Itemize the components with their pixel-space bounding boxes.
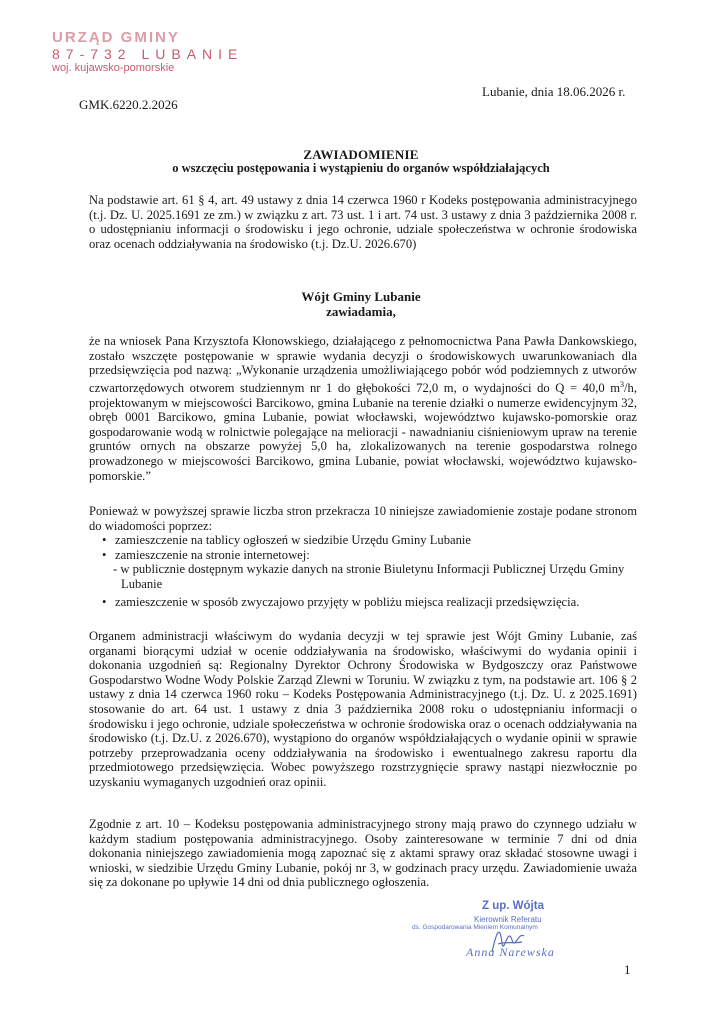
- authority-name: Wójt Gminy Lubanie: [301, 289, 421, 304]
- announces-heading: zawiadamia,: [326, 304, 396, 319]
- stamp-voivodeship: woj. kujawsko-pomorskie: [52, 62, 175, 74]
- case-number: GMK.6220.2.2026: [79, 97, 178, 112]
- bullet-icon: •: [102, 595, 107, 610]
- bullet-icon: •: [102, 533, 107, 547]
- document-title: ZAWIADOMIENIE: [303, 147, 419, 162]
- cubic-superscript: 3: [620, 379, 625, 389]
- list-item-text: zamieszczenie na stronie internetowej:: [115, 547, 310, 562]
- bullet-icon: •: [102, 547, 107, 562]
- list-item-text: zamieszczenie w sposób zwyczajowo przyjęty w pobliżu miejsca realizacji przedsięwzięcia.: [115, 595, 580, 610]
- document-subtitle: o wszczęciu postępowania i wystąpieniu do organów współdziałających: [172, 161, 550, 175]
- legal-basis-paragraph: Na podstawie art. 61 § 4, art. 49 ustawy z dnia 14 czerwca 1960 r Kodeks postępowania administracyjnego (t.j. Dz. U. 2025.1691 ze zm.) w związku z art. 73 ust. 1 i art. 74 ust. 3 ustawy z dnia 3 października 2008 r. o udostępnianiu informacji o środowisku i jego ochronie, udziale społeczeństwa w ochronie środowiska oraz ocenach oddziaływania na środowisko (t.j. Dz.U. 2026.670): [89, 193, 637, 251]
- signatory-name: Anna Narewska: [466, 945, 555, 959]
- signature-role-line1: Kierownik Referatu: [474, 915, 542, 924]
- competent-authority-paragraph: Organem administracji właściwym do wydania decyzji w tej sprawie jest Wójt Gminy Lubanie, zaś organami biorącymi udział w ocenie oddziaływania na środowisko, właściwymi do wydania opinii i dokonania uzgodnień są: Regionalny Dyrektor Ochrony Środowiska w Bydgoszczy oraz Państwowe Gospodarstwo Wodne Wody Polskie Zarząd Zlewni w Toruniu. W związku z tym, na podstawie art. 106 § 2 ustawy z dnia 14 czerwca 1960 roku – Kodeks Postępowania Administracyjnego (t.j. Dz. U. z 2025.1691) stosowanie do art. 64 ust. 1 ustawy z dnia 3 października 2008 roku o udostępnianiu informacji o środowisku i jego ochronie, udziale społeczeństwa w ochronie środowiska oraz o ocenach oddziaływania na środowisko (t.j. Dz.U. z 2026.670), wystąpiono do organów współdziałających o wydanie opinii w sprawie potrzeby przeprowadzania oceny oddziaływania na środowisko i ewentualnego zakresu raportu dla przedmiotowego przedsięwzięcia. Wobec powyższego rozstrzygnięcie sprawy nastąpi niezwłocznie po uzyskaniu wymaganych uzgodnień oraz opinii.: [89, 629, 637, 789]
- place-and-date: Lubanie, dnia 18.06.2026 r.: [482, 84, 626, 99]
- list-item: [89, 548, 637, 563]
- list-item: [89, 595, 637, 610]
- signature-role-line2: ds. Gospodarowania Mieniem Komunalnym: [412, 924, 538, 931]
- list-item-text: zamieszczenie na tablicy ogłoszeń w siedzibie Urzędu Gminy Lubanie: [115, 533, 471, 547]
- notification-methods-list: [89, 533, 637, 610]
- application-text-part2: /h, projektowanym w miejscowości Barcikowo, gmina Lubanie na terenie działki o numerze ewidencyjnym 32, obręb 0001 Barcikowo, gmina Lubanie, powiat włocławski, województwo kujawsko-pomorskie oraz gospodarowanie wodą w rolnictwie polegające na melioracji - nawadnianiu ciśnieniowym upraw na terenie gruntów ornych na obszarze powyżej 5,0 ha, zlokalizowanych na terenie gospodarstwa rolnego prowadzonego w miejscowości Barcikowo, gmina Lubanie, powiat włocławski, województwo kujawsko-pomorskie.”: [89, 380, 637, 483]
- list-subitem: - w publicznie dostępnym wykazie danych na stronie Biuletynu Informacji Publicznej Urzędu Gminy Lubanie: [113, 562, 625, 591]
- stamp-postal-code: 87-732 LUBANIE: [52, 46, 244, 62]
- signature-on-behalf: Z up. Wójta: [482, 900, 544, 912]
- application-text-part1: że na wniosek Pana Krzysztofa Kłonowskiego, działającego z pełnomocnictwa Pana Pawła Dankowskiego, zostało wszczęte postępowanie w sprawie wydania decyzji o środowiskowych uwarunkowaniach dla przedsięwzięcia pod nazwą: „Wykonanie urządzenia umożliwiającego pobór wód podziemnych z utworów czwartorzędowych otworem studziennym nr 1 do głębokości 72,0 m, o wydajności do Q = 40,0 m: [89, 334, 637, 395]
- application-paragraph: [89, 334, 637, 483]
- party-rights-paragraph: Zgodnie z art. 10 – Kodeksu postępowania administracyjnego strony mają prawo do czynnego udziału w każdym stadium postępowania administracyjnego. Osoby zainteresowane w terminie 7 dni od dnia dokonania niniejszego zawiadomienia mogą zapoznać się z aktami sprawy oraz składać stosowne uwagi i wnioski, w siedzibie Urzędu Gminy Lubanie, pokój nr 3, w godzinach pracy urzędu. Zawiadomienie uważa się za dokonane po upływie 14 dni od dnia publicznego ogłoszenia.: [89, 817, 637, 890]
- stamp-office-name: URZĄD GMINY: [52, 29, 180, 46]
- page-number: 1: [624, 962, 631, 977]
- notification-method-paragraph: Ponieważ w powyższej sprawie liczba stron przekracza 10 niniejsze zawiadomienie zostaje podane stronom do wiadomości poprzez:: [89, 504, 637, 533]
- list-item: [89, 533, 637, 548]
- office-stamp: [52, 30, 252, 74]
